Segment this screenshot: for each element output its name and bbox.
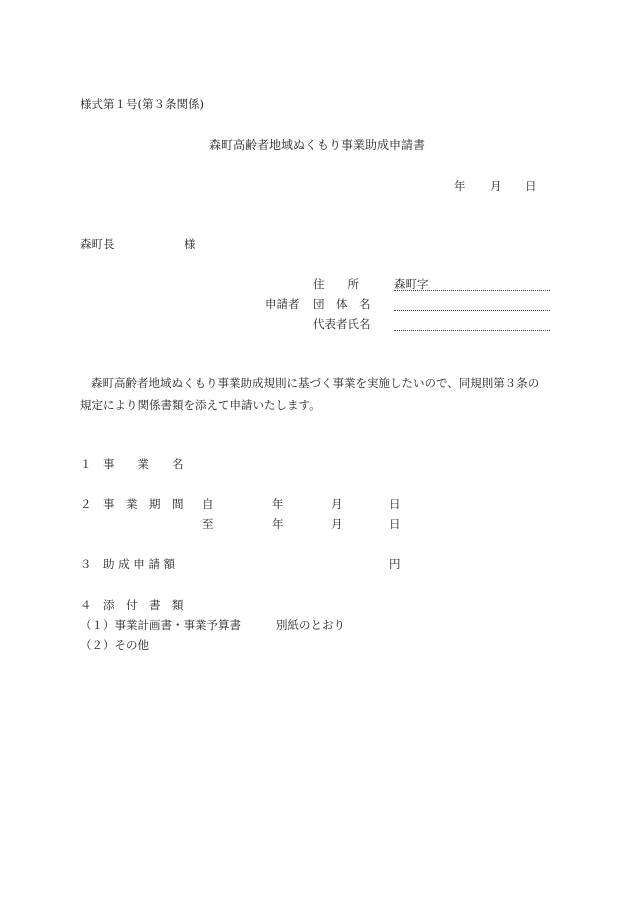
date-year: 年	[454, 179, 466, 193]
address-value: 森町字	[394, 277, 429, 291]
body-text-line2: 規定により関係書類を添えて申請いたします。	[80, 398, 321, 412]
period-to-day: 日	[389, 517, 401, 531]
addressee-honorific: 様	[184, 237, 196, 251]
address-field-line[interactable]	[394, 290, 550, 291]
document-title: 森町高齢者地域ぬくもり事業助成申請書	[209, 138, 426, 152]
item3-grant-amount-label: ３ 助 成 申 請 額	[80, 557, 176, 571]
period-from-month: 月	[331, 497, 343, 511]
representative-label: 代表者氏名	[313, 317, 371, 331]
attachment-1-note: 別紙のとおり	[276, 618, 345, 632]
date-day: 日	[525, 179, 537, 193]
group-name-field-line[interactable]	[394, 310, 550, 311]
item4-attachments-label: ４ 添 付 書 類	[80, 598, 184, 612]
period-from-day: 日	[389, 497, 401, 511]
group-name-label: 団 体 名	[313, 297, 371, 311]
attachment-2: （２）その他	[80, 638, 149, 652]
period-to-month: 月	[331, 517, 343, 531]
period-from-label: 自	[202, 497, 214, 511]
address-label: 住 所	[313, 277, 359, 291]
item1-project-name-label: １ 事 業 名	[80, 457, 184, 471]
attachment-1: （１）事業計画書・事業予算書	[80, 618, 241, 632]
period-to-label: 至	[202, 517, 214, 531]
item2-project-period-label: ２ 事 業 期 間	[80, 497, 184, 511]
body-text-line1: 森町高齢者地域ぬくもり事業助成規則に基づく事業を実施したいので、同規則第３条の	[91, 376, 540, 390]
period-from-year: 年	[272, 497, 284, 511]
representative-field-line[interactable]	[394, 330, 550, 331]
applicant-label: 申請者	[265, 297, 300, 311]
addressee-name: 森町長	[80, 237, 115, 251]
grant-amount-unit: 円	[389, 557, 401, 571]
period-to-year: 年	[272, 517, 284, 531]
form-number: 様式第１号(第３条関係)	[80, 97, 204, 111]
date-month: 月	[490, 179, 502, 193]
